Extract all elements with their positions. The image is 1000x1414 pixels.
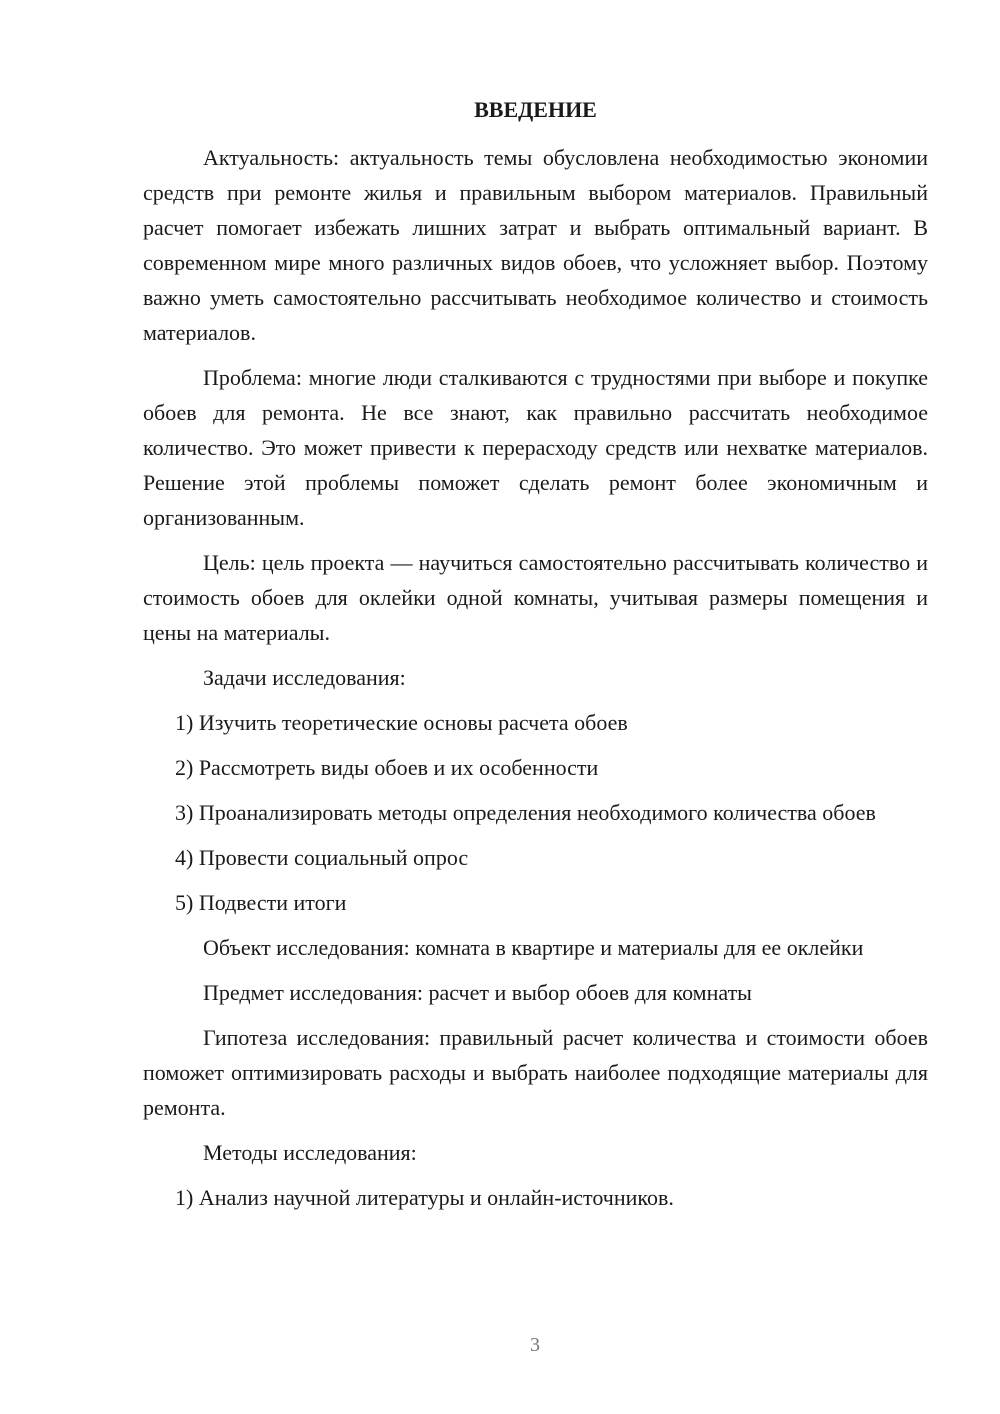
problem-paragraph: Проблема: многие люди сталкиваются с трудностями при выборе и покупке обоев для ремонта. Не все знают, как правильно рассчитать необходимое количество. Это может привести к перерасходу средств или нехватке материалов. Решение этой проблемы поможет сделать ремонт более экономичным и организованным. <box>143 365 928 530</box>
tasks-title: Задачи исследования: <box>203 665 406 690</box>
task-item-1: 1) Изучить теоретические основы расчета обоев <box>175 710 628 735</box>
method-item-1: 1) Анализ научной литературы и онлайн-источников. <box>175 1185 674 1210</box>
task-item-3: 3) Проанализировать методы определения необходимого количества обоев <box>175 800 876 825</box>
task-item-5: 5) Подвести итоги <box>175 890 347 915</box>
goal-paragraph: Цель: цель проекта — научиться самостоятельно рассчитывать количество и стоимость обоев для оклейки одной комнаты, учитывая размеры помещения и цены на материалы. <box>143 550 928 645</box>
task-item-2: 2) Рассмотреть виды обоев и их особенности <box>175 755 599 780</box>
document-page <box>143 96 928 1225</box>
hypothesis-paragraph: Гипотеза исследования: правильный расчет количества и стоимости обоев поможет оптимизировать расходы и выбрать наиболее подходящие материалы для ремонта. <box>143 1025 928 1120</box>
section-heading: ВВЕДЕНИЕ <box>474 97 597 122</box>
task-item-4: 4) Провести социальный опрос <box>175 845 469 870</box>
page-number: 3 <box>530 1334 540 1356</box>
object-paragraph: Объект исследования: комната в квартире и материалы для ее оклейки <box>203 935 864 960</box>
relevance-paragraph: Актуальность: актуальность темы обусловлена необходимостью экономии средств при ремонте жилья и правильным выбором материалов. Правильный расчет помогает избежать лишних затрат и выбрать оптимальный вариант. В современном мире много различных видов обоев, что усложняет выбор. Поэтому важно уметь самостоятельно рассчитывать необходимое количество и стоимость материалов. <box>143 145 928 345</box>
methods-title: Методы исследования: <box>203 1140 417 1165</box>
subject-paragraph: Предмет исследования: расчет и выбор обоев для комнаты <box>203 980 752 1005</box>
